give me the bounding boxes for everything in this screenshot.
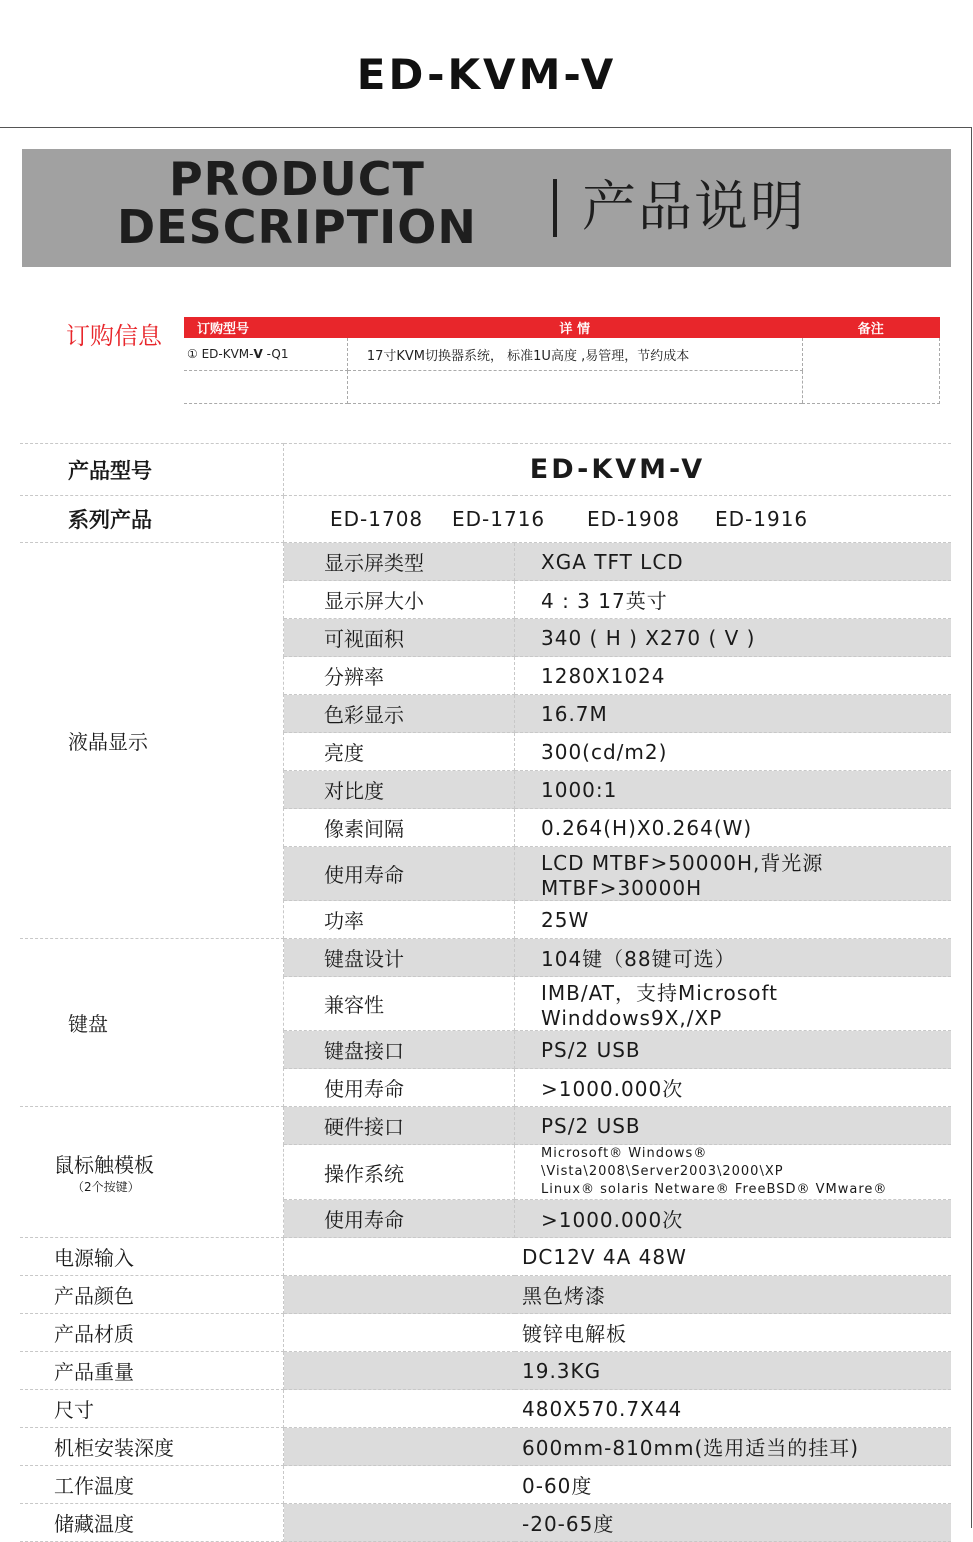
spec-value: IMB/AT，支持Microsoft Winddows9X,/XP	[515, 977, 952, 1031]
spec-value: -20-65度	[284, 1504, 952, 1542]
spec-key: 硬件接口	[284, 1107, 515, 1145]
spec-value: >1000.000次	[515, 1200, 952, 1238]
spec-value: 黑色烤漆	[284, 1276, 952, 1314]
order-model-cell	[184, 338, 347, 371]
order-header-model: 订购型号	[184, 317, 347, 338]
order-detail-cell: 17寸KVM切换器系统， 标准1U高度 ,易管理，节约成本	[347, 338, 802, 371]
spec-row	[20, 1352, 951, 1390]
group-lcd-label: 液晶显示	[20, 543, 284, 939]
spec-key: 电源输入	[20, 1238, 284, 1276]
order-header-detail: 详 情	[347, 317, 802, 338]
spec-value: 1280X1024	[515, 657, 952, 695]
spec-key: 色彩显示	[284, 695, 515, 733]
spec-key: 使用寿命	[284, 1069, 515, 1107]
banner-chinese: 产品说明	[582, 175, 806, 238]
order-note-cell	[802, 338, 939, 404]
spec-series-label: 系列产品	[20, 496, 284, 543]
order-row	[184, 338, 940, 371]
banner-english	[117, 152, 477, 254]
banner-en-line1: PRODUCT	[168, 152, 425, 206]
spec-key: 产品颜色	[20, 1276, 284, 1314]
order-table	[184, 317, 940, 404]
spec-key: 产品材质	[20, 1314, 284, 1352]
description-banner	[22, 149, 951, 267]
spec-key: 产品重量	[20, 1352, 284, 1390]
group-keyboard-label: 键盘	[20, 939, 284, 1107]
spec-value: 0.264(H)X0.264(W)	[515, 809, 952, 847]
spec-row	[20, 1466, 951, 1504]
group-mouse-label	[20, 1107, 284, 1238]
order-header-row	[184, 317, 940, 338]
spec-value: 300(cd/m2)	[515, 733, 952, 771]
spec-value: 480X570.7X44	[284, 1390, 952, 1428]
spec-key: 操作系统	[284, 1145, 515, 1200]
series-item: ED-1708	[330, 507, 424, 531]
mouse-label: 鼠标触模板	[54, 1153, 154, 1177]
page-title: ED-KVM-V	[356, 50, 617, 99]
spec-value: 16.7M	[515, 695, 952, 733]
spec-key: 兼容性	[284, 977, 515, 1031]
spec-model-value: ED-KVM-V	[284, 444, 952, 496]
spec-key: 像素间隔	[284, 809, 515, 847]
order-info-label: 订购信息	[66, 322, 162, 350]
spec-row	[20, 939, 951, 977]
spec-value: 104键（88键可选）	[515, 939, 952, 977]
order-header-note: 备注	[802, 317, 939, 338]
spec-key: 亮度	[284, 733, 515, 771]
spec-key: 键盘设计	[284, 939, 515, 977]
spec-key: 对比度	[284, 771, 515, 809]
series-item: ED-1916	[715, 507, 809, 531]
spec-key: 储藏温度	[20, 1504, 284, 1542]
spec-value: 340 ( H ) X270 ( V )	[515, 619, 952, 657]
order-empty-cell	[184, 371, 347, 404]
order-model-prefix: ① ED-KVM-	[187, 347, 254, 361]
spec-key: 功率	[284, 901, 515, 939]
spec-row	[20, 1276, 951, 1314]
spec-value: >1000.000次	[515, 1069, 952, 1107]
spec-row-model	[20, 444, 951, 496]
spec-key: 使用寿命	[284, 1200, 515, 1238]
os-line: Microsoft® Windows® \Vista\2008\Server2003\2000\XP	[541, 1146, 784, 1179]
spec-row	[20, 1504, 951, 1542]
spec-value: 600mm-810mm(选用适当的挂耳)	[284, 1428, 952, 1466]
spec-value: 25W	[515, 901, 952, 939]
spec-value: XGA TFT LCD	[515, 543, 952, 581]
spec-row	[20, 1390, 951, 1428]
spec-table	[20, 443, 951, 1542]
spec-row	[20, 1314, 951, 1352]
spec-value: 镀锌电解板	[284, 1314, 952, 1352]
series-item: ED-1716	[452, 507, 546, 531]
spec-key: 显示屏大小	[284, 581, 515, 619]
spec-value: PS/2 USB	[515, 1107, 952, 1145]
spec-value: 0-60度	[284, 1466, 952, 1504]
spec-value: 19.3KG	[284, 1352, 952, 1390]
spec-key: 键盘接口	[284, 1031, 515, 1069]
banner-en-line2: DESCRIPTION	[117, 200, 477, 254]
order-model-suffix: -Q1	[262, 347, 289, 361]
spec-value: 4 : 3 17英寸	[515, 581, 952, 619]
spec-key: 分辨率	[284, 657, 515, 695]
spec-value-os	[515, 1145, 952, 1200]
spec-key: 使用寿命	[284, 847, 515, 901]
spec-row	[20, 1107, 951, 1145]
spec-value: 1000:1	[515, 771, 952, 809]
spec-key: 可视面积	[284, 619, 515, 657]
spec-series-values	[284, 496, 952, 543]
order-empty-cell	[347, 371, 802, 404]
spec-key: 尺寸	[20, 1390, 284, 1428]
spec-row	[20, 1238, 951, 1276]
spec-row	[20, 543, 951, 581]
spec-key: 工作温度	[20, 1466, 284, 1504]
spec-value: PS/2 USB	[515, 1031, 952, 1069]
spec-key: 显示屏类型	[284, 543, 515, 581]
series-item: ED-1908	[587, 507, 681, 531]
spec-row-series	[20, 496, 951, 543]
spec-value: LCD MTBF>50000H,背光源MTBF>30000H	[515, 847, 952, 901]
mouse-sublabel: （2个按键）	[72, 1180, 140, 1194]
os-line: Linux® solaris Netware® FreeBSD® VMware®	[541, 1182, 888, 1197]
spec-key: 机柜安装深度	[20, 1428, 284, 1466]
spec-row	[20, 1428, 951, 1466]
spec-model-label: 产品型号	[20, 444, 284, 496]
order-model-variant: V	[253, 347, 263, 361]
banner-divider	[553, 179, 557, 237]
spec-value: DC12V 4A 48W	[284, 1238, 952, 1276]
